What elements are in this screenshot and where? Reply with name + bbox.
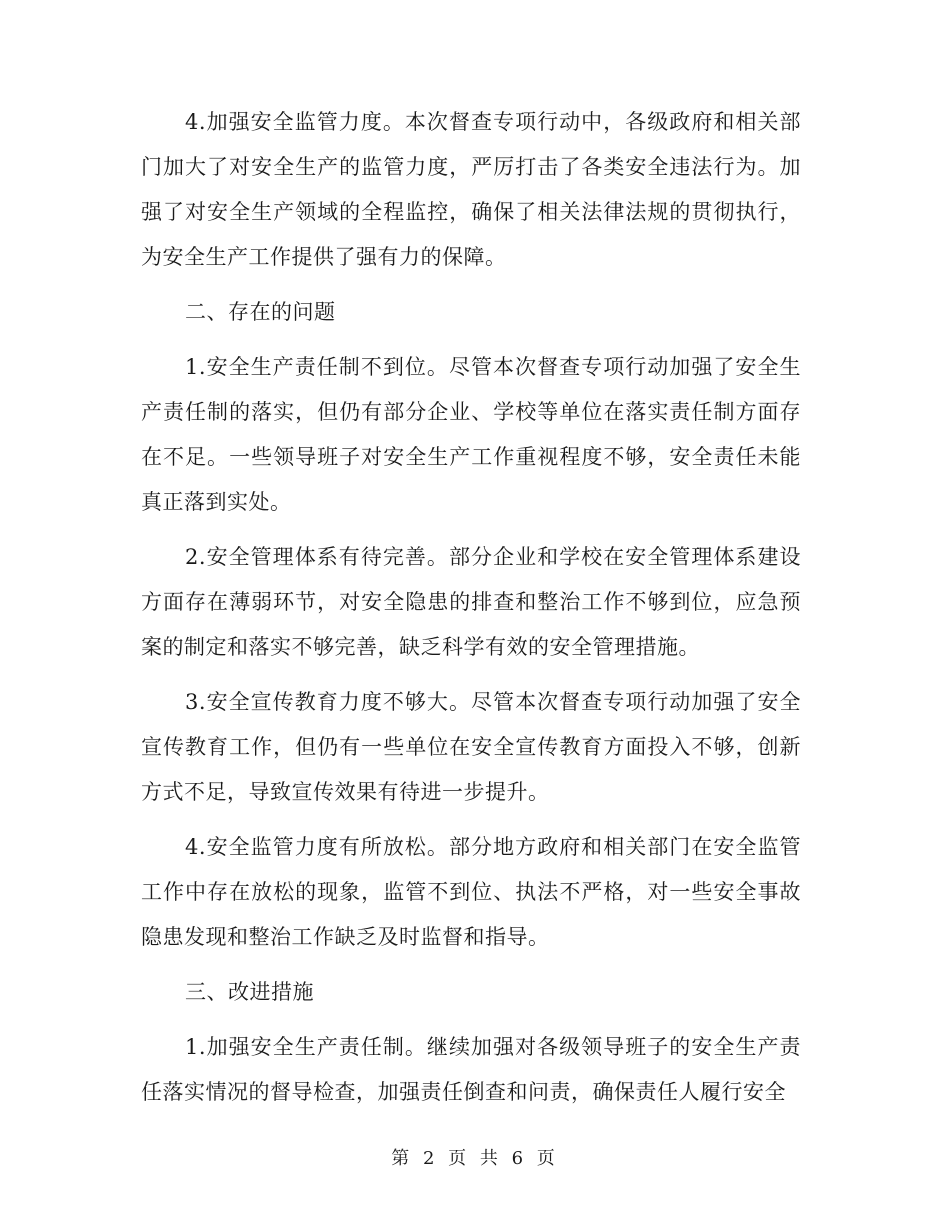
page-number-footer: 第 2 页 共 6 页 <box>391 1148 559 1169</box>
paragraph-responsibility-system: 1.安全生产责任制不到位。尽管本次督查专项行动加强了安全生产责任制的落实，但仍有部分企业、学校等单位在落实责任制方面存在不足。一些领导班子对安全生产工作重视程度不够，安全责任未能真正落到实处。 <box>141 355 801 514</box>
paragraph-publicity-education: 3.安全宣传教育力度不够大。尽管本次督查专项行动加强了安全宣传教育工作，但仍有一些单位在安全宣传教育方面投入不够，创新方式不足，导致宣传效果有待进一步提升。 <box>141 690 801 804</box>
paragraph-supervision-strengthened: 4.加强安全监管力度。本次督查专项行动中，各级政府和相关部门加大了对安全生产的监管力度，严厉打击了各类安全违法行为。加强了对安全生产领域的全程监控，确保了相关法律法规的贯彻执行，为安全生产工作提供了强有力的保障。 <box>141 110 801 269</box>
paragraph-management-system: 2.安全管理体系有待完善。部分企业和学校在安全管理体系建设方面存在薄弱环节，对安全隐患的排查和整治工作不够到位，应急预案的制定和落实不够完善，缺乏科学有效的安全管理措施。 <box>141 545 801 659</box>
section-heading-problems: 二、存在的问题 <box>185 300 336 324</box>
document-body <box>141 100 801 1125</box>
paragraph-strengthen-responsibility: 1.加强安全生产责任制。继续加强对各级领导班子的安全生产责任落实情况的督导检查，加强责任倒查和问责，确保责任人履行安全 <box>141 1035 801 1104</box>
paragraph-supervision-relaxed: 4.安全监管力度有所放松。部分地方政府和相关部门在安全监管工作中存在放松的现象，监管不到位、执法不严格，对一些安全事故隐患发现和整治工作缺乏及时监督和指导。 <box>141 835 801 949</box>
section-heading-improvements: 三、改进措施 <box>185 980 314 1004</box>
